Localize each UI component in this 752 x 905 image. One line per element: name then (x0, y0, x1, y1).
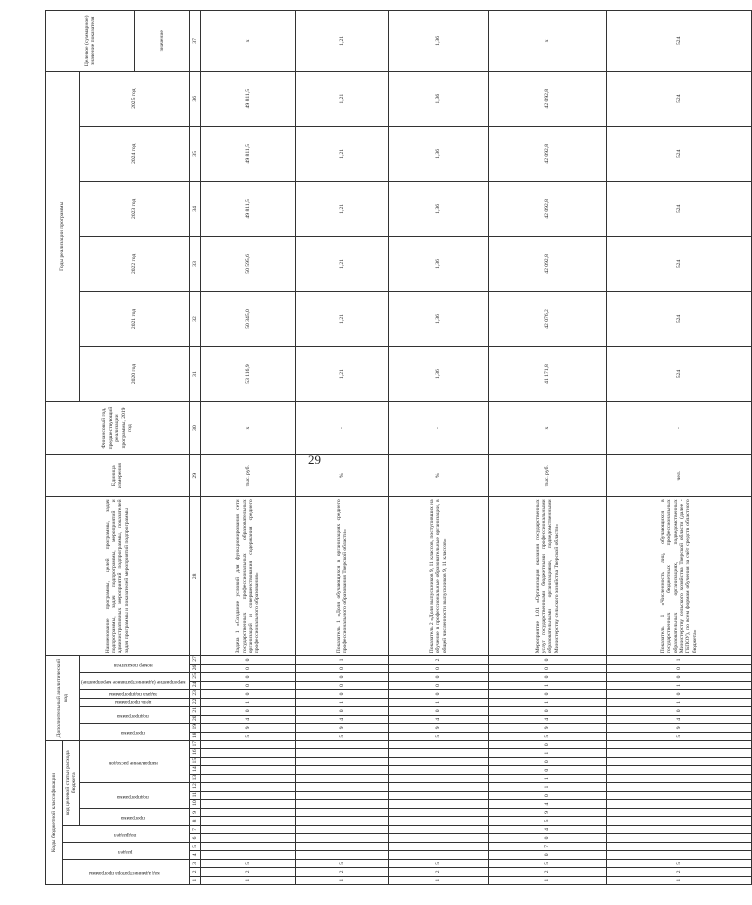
code-digit (200, 834, 295, 842)
code-digit: 0 (488, 740, 606, 749)
column-number: 11 (189, 791, 200, 799)
row-value-2020: 1,36 (388, 347, 488, 402)
code-digit (200, 825, 295, 833)
column-number: 18 (189, 732, 200, 740)
code-digit (200, 817, 295, 825)
row-value-2020: 1,21 (295, 347, 388, 402)
row-base-year: - (295, 402, 388, 455)
code-digit: 0 (488, 673, 606, 681)
code-digit (606, 825, 751, 833)
code-digit: 0 (200, 656, 295, 665)
row-target: 1,36 (388, 11, 488, 72)
column-number: 16 (189, 749, 200, 757)
code-digit: 1 (606, 698, 751, 706)
code-digit (295, 740, 388, 749)
code-digit (606, 808, 751, 816)
expense-direction-header: направление расходов (108, 759, 158, 766)
code-digit: 9 (295, 724, 388, 732)
code-digit: 0 (388, 707, 488, 715)
column-number: 17 (189, 740, 200, 749)
column-number: 14 (189, 766, 200, 774)
fin-year-header: Финансовый год, предшествующий реализации программы, 2019 год (46, 402, 190, 455)
code-digit (606, 783, 751, 791)
row-value-2025: 42 092,8 (488, 71, 606, 126)
row-base-year: - (388, 402, 488, 455)
target-article-header: код целевой статьи расхода бюджета (63, 740, 80, 825)
column-number: 3 (189, 859, 200, 867)
column-number: 34 (189, 181, 200, 236)
column-number: 10 (189, 800, 200, 808)
code-digit: 0 (388, 690, 488, 698)
code-digit (388, 740, 488, 749)
code-digit (295, 842, 388, 850)
code-digit (388, 851, 488, 859)
row-value-2022: 1,36 (388, 236, 488, 291)
code-digit: 4 (488, 800, 606, 808)
table-row (606, 11, 751, 885)
column-number: 36 (189, 71, 200, 126)
code-digit: 2 (488, 868, 606, 876)
row-value-2021: 1,36 (388, 291, 488, 346)
code-digit: 5 (295, 859, 388, 867)
code-digit (606, 757, 751, 765)
code-digit (295, 851, 388, 859)
code-digit (295, 800, 388, 808)
code-digit: 9 (388, 724, 488, 732)
code-digit: 5 (606, 732, 751, 740)
code-digit (295, 749, 388, 757)
subsection-header: подраздел (113, 831, 136, 838)
table-row (295, 11, 388, 885)
row-value-2025: 524 (606, 71, 751, 126)
code-digit: 9 (488, 724, 606, 732)
column-number: 7 (189, 825, 200, 833)
code-digit (388, 808, 488, 816)
code-digit (388, 774, 488, 782)
code-digit (606, 774, 751, 782)
column-number: 35 (189, 126, 200, 181)
row-value-2021: 524 (606, 291, 751, 346)
code-digit (606, 842, 751, 850)
code-digit: 1 (606, 681, 751, 689)
code-digit: 0 (388, 664, 488, 672)
row-value-2020: 53 116,9 (200, 347, 295, 402)
code-digit: 5 (200, 732, 295, 740)
code-digit (606, 800, 751, 808)
code-digit (295, 808, 388, 816)
column-number: 22 (189, 698, 200, 706)
target-value-header: значение (134, 11, 189, 72)
row-unit: % (388, 455, 488, 497)
column-number: 27 (189, 656, 200, 665)
row-value-2020: 524 (606, 347, 751, 402)
code-digit: 4 (388, 715, 488, 723)
code-digit: 0 (488, 766, 606, 774)
column-number: 25 (189, 673, 200, 681)
row-base-year: - (606, 402, 751, 455)
column-number: 13 (189, 774, 200, 782)
code-digit: 1 (200, 876, 295, 884)
column-number: 24 (189, 681, 200, 689)
row-base-year: х (200, 402, 295, 455)
program-header: программа (121, 814, 146, 821)
code-digit: 1 (488, 876, 606, 884)
code-digit (295, 834, 388, 842)
subprogram-header: подпрограмма (117, 793, 150, 800)
section-header: раздел (117, 848, 132, 855)
code-digit: 5 (388, 732, 488, 740)
unit-header: Единица измерения (46, 455, 190, 497)
row-value-2022: 50 595,6 (200, 236, 295, 291)
row-unit: тыс. руб. (200, 455, 295, 497)
code-digit: 2 (388, 656, 488, 665)
column-number: 33 (189, 236, 200, 291)
code-digit: 0 (488, 664, 606, 672)
code-digit (295, 817, 388, 825)
code-digit (606, 766, 751, 774)
code-digit (200, 740, 295, 749)
code-digit: 0 (200, 690, 295, 698)
row-name: Показатель 1 «Численность лиц, обучающихся в государственных бюджетных профессиональных образовательных организациях, подведомственных Министерству сельского хозяйства Тверской области (далее - ГБПОУ), по всем формам обучения за счёт средств областного бюджета» (606, 497, 751, 656)
row-value-2020: 41 171,8 (488, 347, 606, 402)
column-number: 21 (189, 707, 200, 715)
code-digit: 7 (488, 842, 606, 850)
column-number: 37 (189, 11, 200, 72)
code-digit (295, 766, 388, 774)
da-measure-header: мероприятие (административное мероприятие) (81, 679, 186, 686)
row-unit: тыс. руб. (488, 455, 606, 497)
budget-codes-header: Коды бюджетной классификации (46, 740, 63, 884)
code-digit: 0 (606, 690, 751, 698)
code-digit: 2 (388, 868, 488, 876)
code-digit: 9 (200, 724, 295, 732)
row-value-2022: 1,21 (295, 236, 388, 291)
row-value-2023: 1,21 (295, 181, 388, 236)
code-digit: 0 (200, 673, 295, 681)
da-indicator-header: номер показателя (113, 662, 153, 669)
code-digit: 0 (606, 673, 751, 681)
column-number: 29 (189, 455, 200, 497)
column-number: 20 (189, 715, 200, 723)
code-digit: 5 (388, 859, 488, 867)
code-digit: 1 (488, 681, 606, 689)
target-header: Целевое (суммарное) значение показателя (46, 11, 135, 72)
code-digit: 0 (295, 690, 388, 698)
code-digit (200, 774, 295, 782)
code-digit: 4 (200, 715, 295, 723)
code-digit (388, 800, 488, 808)
row-unit: чел. (606, 455, 751, 497)
code-digit: 1 (606, 656, 751, 665)
code-digit (295, 757, 388, 765)
row-target: х (200, 11, 295, 72)
code-digit: 9 (488, 808, 606, 816)
code-digit: 1 (488, 749, 606, 757)
code-digit (388, 757, 488, 765)
year-2025-header: 2025 год (80, 71, 190, 126)
code-digit (295, 783, 388, 791)
year-2023-header: 2023 год (80, 181, 190, 236)
admin-code-header: код администратора программы (89, 869, 161, 876)
page-number: 29 (308, 452, 321, 467)
code-digit: 0 (200, 707, 295, 715)
code-digit: 1 (295, 698, 388, 706)
code-digit: 5 (488, 859, 606, 867)
code-digit: 0 (200, 681, 295, 689)
code-digit: 0 (488, 707, 606, 715)
year-2020-header: 2020 год (80, 347, 190, 402)
code-digit: 0 (200, 664, 295, 672)
year-2021-header: 2021 год (80, 291, 190, 346)
row-value-2024: 1,36 (388, 126, 488, 181)
code-digit: 0 (606, 707, 751, 715)
da-task-header: задача подпрограммы (109, 690, 158, 697)
row-value-2024: 42 092,8 (488, 126, 606, 181)
years-header: Годы реализации программы (46, 71, 80, 401)
code-digit: 9 (606, 724, 751, 732)
code-digit: 0 (295, 707, 388, 715)
column-number: 28 (189, 497, 200, 656)
row-value-2025: 1,21 (295, 71, 388, 126)
year-2024-header: 2024 год (80, 126, 190, 181)
code-digit: 0 (488, 834, 606, 842)
code-digit (388, 834, 488, 842)
column-number: 32 (189, 291, 200, 346)
code-digit: 0 (606, 664, 751, 672)
code-digit: 1 (200, 698, 295, 706)
column-number: 9 (189, 808, 200, 816)
row-value-2024: 524 (606, 126, 751, 181)
code-digit: 0 (388, 673, 488, 681)
code-digit: 0 (488, 690, 606, 698)
column-number-row (189, 11, 200, 885)
row-name: Мероприятие 1.01 «Организация оказания государственных услуг государственными бюджетными профессиональными образовательными организациями, подведомственными Министерству сельского хозяйства Тверской области» (488, 497, 606, 656)
da-program-header: программа (121, 730, 146, 736)
code-digit: 0 (488, 656, 606, 665)
row-unit: % (295, 455, 388, 497)
code-digit: 1 (295, 876, 388, 884)
code-digit: 0 (488, 851, 606, 859)
row-value-2021: 50 345,0 (200, 291, 295, 346)
code-digit: 5 (606, 859, 751, 867)
row-value-2022: 524 (606, 236, 751, 291)
column-number: 31 (189, 347, 200, 402)
code-digit (200, 851, 295, 859)
row-value-2023: 49 811,5 (200, 181, 295, 236)
row-value-2023: 42 092,8 (488, 181, 606, 236)
table-row (388, 11, 488, 885)
code-digit (606, 749, 751, 757)
code-digit (200, 800, 295, 808)
row-value-2021: 1,21 (295, 291, 388, 346)
column-number: 26 (189, 664, 200, 672)
year-2022-header: 2022 год (80, 236, 190, 291)
column-number: 19 (189, 724, 200, 732)
table-row (200, 11, 295, 885)
row-value-2024: 1,21 (295, 126, 388, 181)
row-target: х (488, 11, 606, 72)
code-digit (295, 791, 388, 799)
row-target: 524 (606, 11, 751, 72)
code-digit (200, 808, 295, 816)
code-digit: 4 (606, 715, 751, 723)
code-digit: 0 (388, 681, 488, 689)
row-value-2023: 1,36 (388, 181, 488, 236)
row-value-2024: 49 811,5 (200, 126, 295, 181)
da-subprogram-header: подпрограмма (117, 713, 150, 720)
code-digit: 0 (488, 757, 606, 765)
code-digit (388, 817, 488, 825)
code-digit: 2 (200, 868, 295, 876)
code-digit: 1 (388, 876, 488, 884)
code-digit: 1 (606, 876, 751, 884)
row-name: Задача 1 «Создание условий для функционирования сети государственных профессиональных образовательных организаций и совершенствования содержания среднего профессионального образования» (200, 497, 295, 656)
code-digit: 1 (488, 783, 606, 791)
code-digit: 4 (295, 715, 388, 723)
table-row (488, 11, 606, 885)
code-digit (200, 766, 295, 774)
row-name: Показатель 2 «Доля выпускников 9, 11 классов, поступивших на обучение в профессиональные образовательные организации, в общей численности выпускников 9, 11 классов» (388, 497, 488, 656)
row-value-2021: 42 076,2 (488, 291, 606, 346)
code-digit: 2 (295, 868, 388, 876)
column-number: 15 (189, 757, 200, 765)
code-digit (606, 740, 751, 749)
code-digit (200, 842, 295, 850)
code-digit (606, 791, 751, 799)
program-table (45, 10, 752, 885)
row-value-2025: 49 811,5 (200, 71, 295, 126)
code-digit (388, 842, 488, 850)
code-digit: 1 (295, 656, 388, 665)
code-digit (200, 783, 295, 791)
row-value-2022: 42 092,8 (488, 236, 606, 291)
code-digit: 0 (295, 664, 388, 672)
code-digit (200, 757, 295, 765)
row-value-2023: 524 (606, 181, 751, 236)
row-name: Показатель 1 «Доля обучающихся в организациях среднего профессионального образования Тверской области» (295, 497, 388, 656)
column-number: 6 (189, 834, 200, 842)
code-digit (388, 749, 488, 757)
code-digit (388, 825, 488, 833)
code-digit: 1 (488, 698, 606, 706)
code-digit (295, 825, 388, 833)
code-digit (606, 834, 751, 842)
code-digit (388, 791, 488, 799)
code-digit: 1 (488, 774, 606, 782)
column-number: 5 (189, 842, 200, 850)
row-target: 1,21 (295, 11, 388, 72)
column-number: 4 (189, 851, 200, 859)
code-digit (200, 791, 295, 799)
code-digit (388, 766, 488, 774)
code-digit: 5 (488, 732, 606, 740)
da-goal-header: цель программы (115, 699, 152, 706)
code-digit (606, 851, 751, 859)
column-number: 8 (189, 817, 200, 825)
code-digit: 0 (295, 673, 388, 681)
additional-code-header: Дополнительный аналитический код (46, 656, 80, 741)
code-digit: 0 (295, 681, 388, 689)
row-value-2025: 1,36 (388, 71, 488, 126)
code-digit: 2 (606, 868, 751, 876)
column-number: 30 (189, 402, 200, 455)
code-digit: 5 (488, 817, 606, 825)
column-number: 12 (189, 783, 200, 791)
column-number: 2 (189, 868, 200, 876)
column-number: 23 (189, 690, 200, 698)
code-digit: 4 (488, 825, 606, 833)
code-digit (295, 774, 388, 782)
row-base-year: х (488, 402, 606, 455)
code-digit: 1 (388, 698, 488, 706)
code-digit (606, 817, 751, 825)
code-digit: 5 (200, 859, 295, 867)
code-digit (200, 749, 295, 757)
column-number: 1 (189, 876, 200, 884)
code-digit: 4 (488, 715, 606, 723)
code-digit (388, 783, 488, 791)
code-digit: 5 (295, 732, 388, 740)
name-column-header: Наименование программы, целей программы, задач подпрограммы, задач подпрограммы, мероприятий и административных мероприятий подпрограммы, показателей задач программы и показателей мероприятий подпрограммы (46, 497, 190, 656)
code-digit: 0 (488, 791, 606, 799)
